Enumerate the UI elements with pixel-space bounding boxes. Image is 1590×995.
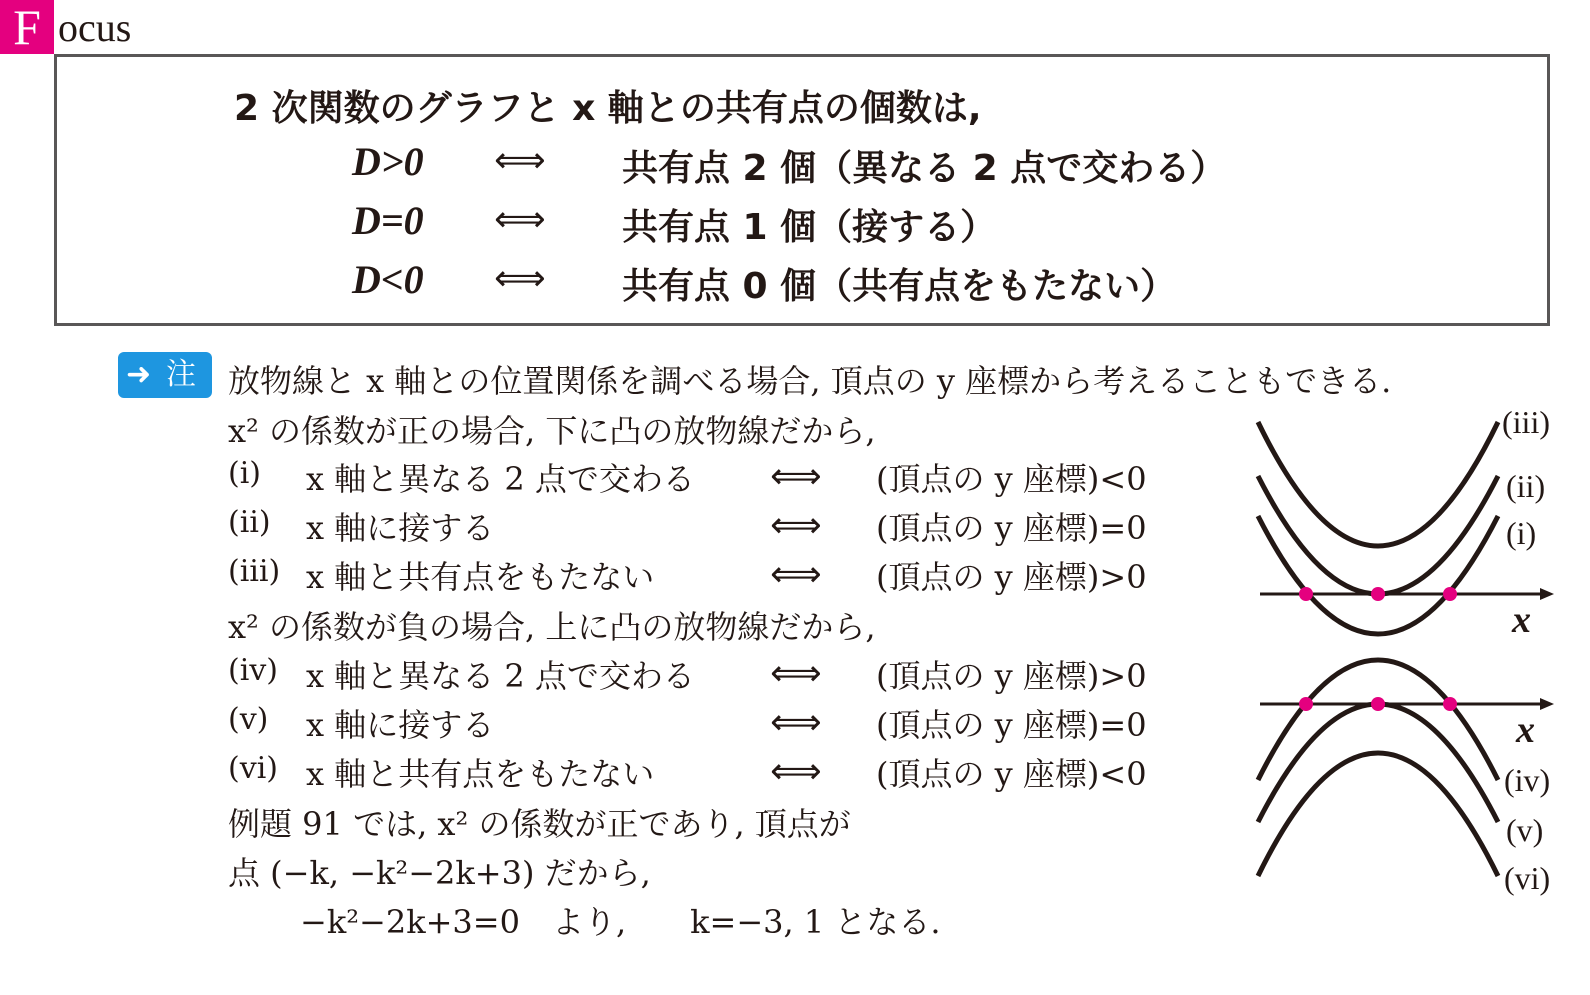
case-description: x 軸と異なる 2 点で交わる <box>306 460 695 498</box>
focus-result: 共有点 2 個（異なる 2 点で交わる） <box>622 148 1227 189</box>
axis-arrowhead-icon <box>1540 698 1554 710</box>
curve-label: (ii) <box>1506 468 1546 504</box>
equivalence-arrow: ⟺ <box>770 505 822 546</box>
case-condition: (頂点の y 座標)<0 <box>876 460 1147 498</box>
equivalence-arrow: ⟺ <box>770 702 822 743</box>
note-line: 放物線と x 軸との位置関係を調べる場合, 頂点の y 座標から考えることもできる. <box>228 362 1392 400</box>
case-condition: (頂点の y 座標)>0 <box>876 657 1147 695</box>
equivalence-arrow: ⟺ <box>494 140 546 181</box>
parabola-vi <box>1258 753 1498 876</box>
intersection-point <box>1443 697 1457 711</box>
example-line: 例題 91 では, x² の係数が正であり, 頂点が <box>228 805 851 843</box>
case-condition: (頂点の y 座標)>0 <box>876 558 1147 596</box>
equivalence-arrow: ⟺ <box>770 751 822 792</box>
axis-label: x <box>1512 599 1531 641</box>
case-description: x 軸に接する <box>306 509 495 547</box>
case-number: (ⅲ) <box>228 554 281 589</box>
case-condition: (頂点の y 座標)<0 <box>876 755 1147 793</box>
curve-label: (i) <box>1506 515 1537 551</box>
axis-arrowhead-icon <box>1540 588 1554 600</box>
equivalence-arrow: ⟺ <box>770 653 822 694</box>
case-description: x 軸と異なる 2 点で交わる <box>306 657 695 695</box>
axis-label: x <box>1516 709 1535 751</box>
focus-condition: D>0 <box>352 139 424 184</box>
case-description: x 軸と共有点をもたない <box>306 558 655 596</box>
curve-label: (vi) <box>1504 860 1551 896</box>
intersection-point <box>1443 587 1457 601</box>
tangent-point <box>1371 587 1385 601</box>
case-description: x 軸に接する <box>306 706 495 744</box>
case-number: (ⅳ) <box>228 653 278 688</box>
tangent-point <box>1371 697 1385 711</box>
case-condition: (頂点の y 座標)=0 <box>876 706 1147 744</box>
example-line: 点 (−k, −k²−2k+3) だから, <box>228 854 651 892</box>
example-line: −k²−2k+3=0 より, k=−3, 1 となる. <box>300 903 941 941</box>
equivalence-arrow: ⟺ <box>770 554 822 595</box>
focus-heading: 2 次関数のグラフと x 軸との共有点の個数は, <box>234 88 982 129</box>
focus-title-rest: ocus <box>58 5 132 50</box>
note-badge-label: 注 <box>166 357 196 392</box>
case-number: (ⅴ) <box>228 702 269 737</box>
note-badge <box>118 352 212 398</box>
case-number: (ⅵ) <box>228 751 278 786</box>
negative-intro: x² の係数が負の場合, 上に凸の放物線だから, <box>228 608 876 646</box>
focus-result: 共有点 1 個（接する） <box>622 207 997 248</box>
focus-result: 共有点 0 個（共有点をもたない） <box>622 266 1177 307</box>
curve-label: (iii) <box>1502 404 1550 440</box>
equivalence-arrow: ⟺ <box>494 199 546 240</box>
case-description: x 軸と共有点をもたない <box>306 755 655 793</box>
curve-label: (v) <box>1506 812 1544 848</box>
focus-condition: D=0 <box>352 198 424 243</box>
parabola-iii <box>1258 422 1498 546</box>
case-number: (ⅱ) <box>228 505 271 540</box>
case-condition: (頂点の y 座標)=0 <box>876 509 1147 547</box>
equivalence-arrow: ⟺ <box>494 258 546 299</box>
intersection-point <box>1299 697 1313 711</box>
focus-title-initial: F <box>0 0 54 54</box>
curve-label: (iv) <box>1504 762 1551 798</box>
right-arrow-icon: ➜ <box>126 357 152 392</box>
intersection-point <box>1299 587 1313 601</box>
positive-intro: x² の係数が正の場合, 下に凸の放物線だから, <box>228 412 876 450</box>
focus-condition: D<0 <box>352 257 424 302</box>
equivalence-arrow: ⟺ <box>770 456 822 497</box>
case-number: (ⅰ) <box>228 456 262 491</box>
